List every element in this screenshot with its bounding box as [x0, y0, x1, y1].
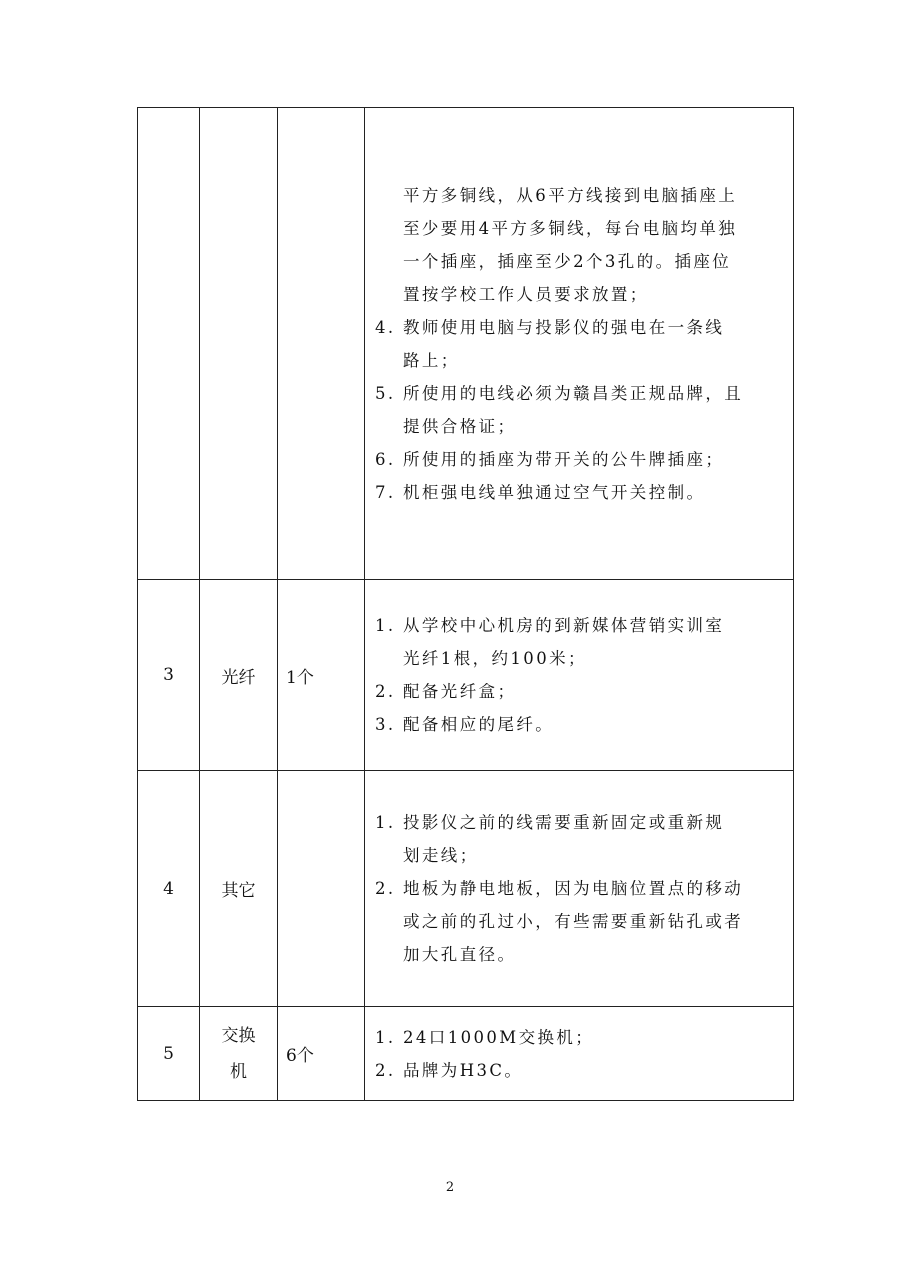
- table-row: [138, 1007, 794, 1101]
- requirement-item: [375, 311, 783, 377]
- requirement-item: [375, 443, 783, 476]
- item-number: 2.: [375, 879, 396, 898]
- quantity-cell: 6个: [278, 1007, 365, 1101]
- item-name-line: 交换: [221, 1025, 256, 1046]
- item-number: 6.: [375, 449, 396, 469]
- requirement-line: 24口1000M交换机；: [403, 1027, 595, 1047]
- requirement-line: 品牌为H3C。: [403, 1060, 524, 1080]
- requirement-item: [375, 1021, 783, 1054]
- page-number: 2: [445, 1180, 455, 1195]
- item-name-cell: [200, 1007, 278, 1101]
- item-name-cell: 其它: [200, 771, 278, 1007]
- row-number-cell: 4: [138, 771, 200, 1007]
- requirement-line: 地板为静电地板，因为电脑位置点的移动: [403, 879, 744, 898]
- item-name-cell: 光纤: [200, 580, 278, 771]
- requirement-line: 所使用的插座为带开关的公牛牌插座；: [403, 449, 725, 469]
- requirement-line: 加大孔直径。: [403, 945, 517, 964]
- requirement-line: 投影仪之前的线需要重新固定或重新规: [403, 813, 725, 832]
- requirements-cell: [365, 580, 794, 771]
- item-number: 5.: [375, 383, 396, 403]
- quantity-cell: 1个: [278, 580, 365, 771]
- quantity-cell: [278, 771, 365, 1007]
- requirement-line: 一个插座，插座至少2个3孔的。插座位: [403, 251, 732, 271]
- requirements-table: [137, 107, 794, 1101]
- table-row: [138, 580, 794, 771]
- item-number: 1.: [375, 1027, 396, 1047]
- requirement-line: 至少要用4平方多铜线，每台电脑均单独: [403, 218, 738, 238]
- requirement-item: [375, 476, 783, 509]
- quantity-cell: [278, 108, 365, 580]
- item-number: 3.: [375, 715, 396, 734]
- item-number: 7.: [375, 482, 396, 502]
- requirement-line: 光纤1根，约100米；: [403, 649, 587, 668]
- requirement-item: [375, 806, 783, 872]
- item-number: 4.: [375, 317, 396, 337]
- requirements-cell: [365, 1007, 794, 1101]
- item-number: 2.: [375, 1060, 396, 1080]
- table-row: [138, 108, 794, 580]
- requirement-item: [375, 872, 783, 971]
- requirement-line: 配备相应的尾纤。: [403, 715, 555, 734]
- requirement-line: 所使用的电线必须为赣昌类正规品牌，且: [403, 383, 744, 403]
- row-number-cell: 5: [138, 1007, 200, 1101]
- requirement-line: 提供合格证；: [403, 416, 517, 436]
- item-number: [375, 179, 403, 311]
- requirement-line: 从学校中心机房的到新媒体营销实训室: [403, 616, 725, 635]
- requirement-item: [375, 609, 783, 675]
- requirement-line: 或之前的孔过小，有些需要重新钻孔或者: [403, 912, 744, 931]
- item-name-cell: [200, 108, 278, 580]
- item-number: 1.: [375, 813, 396, 832]
- requirements-cell: [365, 771, 794, 1007]
- requirements-cell: [365, 108, 794, 580]
- requirement-item: [375, 1054, 783, 1087]
- requirement-item: [375, 179, 783, 311]
- item-number: 1.: [375, 616, 396, 635]
- requirement-item: [375, 708, 783, 741]
- requirement-line: 配备光纤盒；: [403, 682, 517, 701]
- item-name-line: 机: [230, 1061, 247, 1082]
- requirement-item: [375, 377, 783, 443]
- row-number-cell: 3: [138, 580, 200, 771]
- requirement-line: 教师使用电脑与投影仪的强电在一条线: [403, 317, 725, 337]
- row-number-cell: [138, 108, 200, 580]
- requirement-line: 划走线；: [403, 846, 479, 865]
- requirement-line: 机柜强电线单独通过空气开关控制。: [403, 482, 706, 502]
- item-number: 2.: [375, 682, 396, 701]
- requirement-item: [375, 675, 783, 708]
- requirement-line: 路上；: [403, 350, 460, 370]
- requirement-line: 平方多铜线，从6平方线接到电脑插座上: [403, 185, 738, 205]
- table-row: [138, 771, 794, 1007]
- requirement-line: 置按学校工作人员要求放置；: [403, 284, 649, 304]
